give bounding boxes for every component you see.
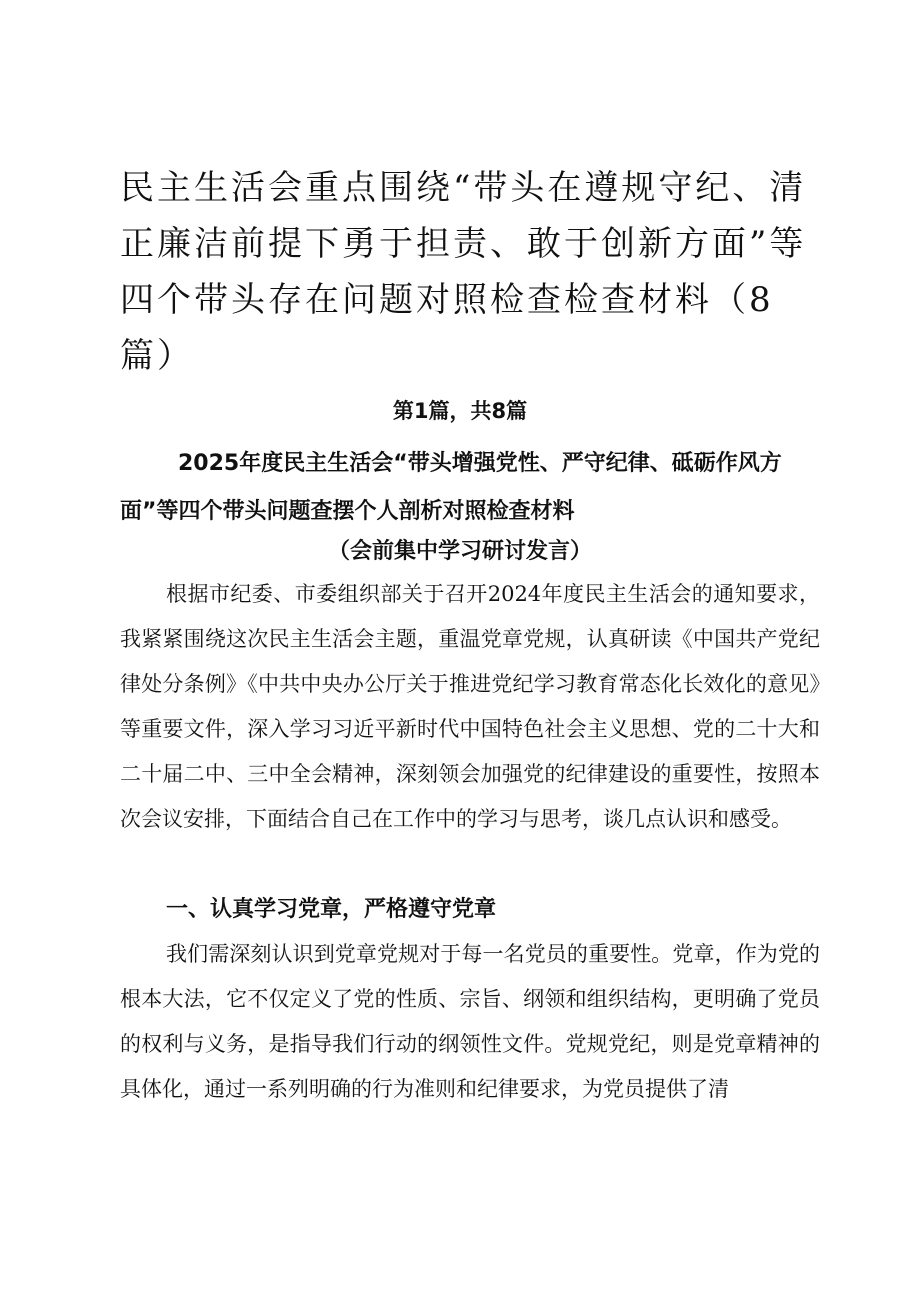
- speech-title: 2025年度民主生活会“带头增强党性、严守纪律、砥砺作风方面”等四个带头问题查摆个人剖析对照检查材料: [120, 451, 782, 524]
- document-title: 民主生活会重点围绕“带头在遵规守纪、清正廉洁前提下勇于担责、敢于创新方面”等四个带头存在问题对照检查检查材料（8篇）: [120, 168, 807, 376]
- part-label: 第1篇，共8篇: [392, 399, 528, 423]
- body-paragraph: 根据市纪委、市委组织部关于召开2024年度民主生活会的通知要求，我紧紧围绕这次民主生活会主题，重温党章党规，认真研读《中国共产党纪律处分条例》《中共中央办公厅关于推进党纪学习教育常态化长效化的意见》等重要文件，深入学习习近平新时代中国特色社会主义思想、党的二十大和二十届二中、三中全会精神，深刻领会加强党的纪律建设的重要性，按照本次会议安排，下面结合自己在工作中的学习与思考，谈几点认识和感受。: [120, 582, 820, 831]
- speech-subtitle-note: （会前集中学习研讨发言）: [327, 539, 592, 564]
- body-paragraph: 我们需深刻认识到党章党规对于每一名党员的重要性。党章，作为党的根本大法，它不仅定义了党的性质、宗旨、纲领和组织结构，更明确了党员的权利与义务，是指导我们行动的纲领性文件。党规党纪，则是党章精神的具体化，通过一系列明确的行为准则和纪律要求，为党员提供了清: [120, 942, 820, 1101]
- section-heading: 一、认真学习党章，严格遵守党章: [166, 897, 497, 922]
